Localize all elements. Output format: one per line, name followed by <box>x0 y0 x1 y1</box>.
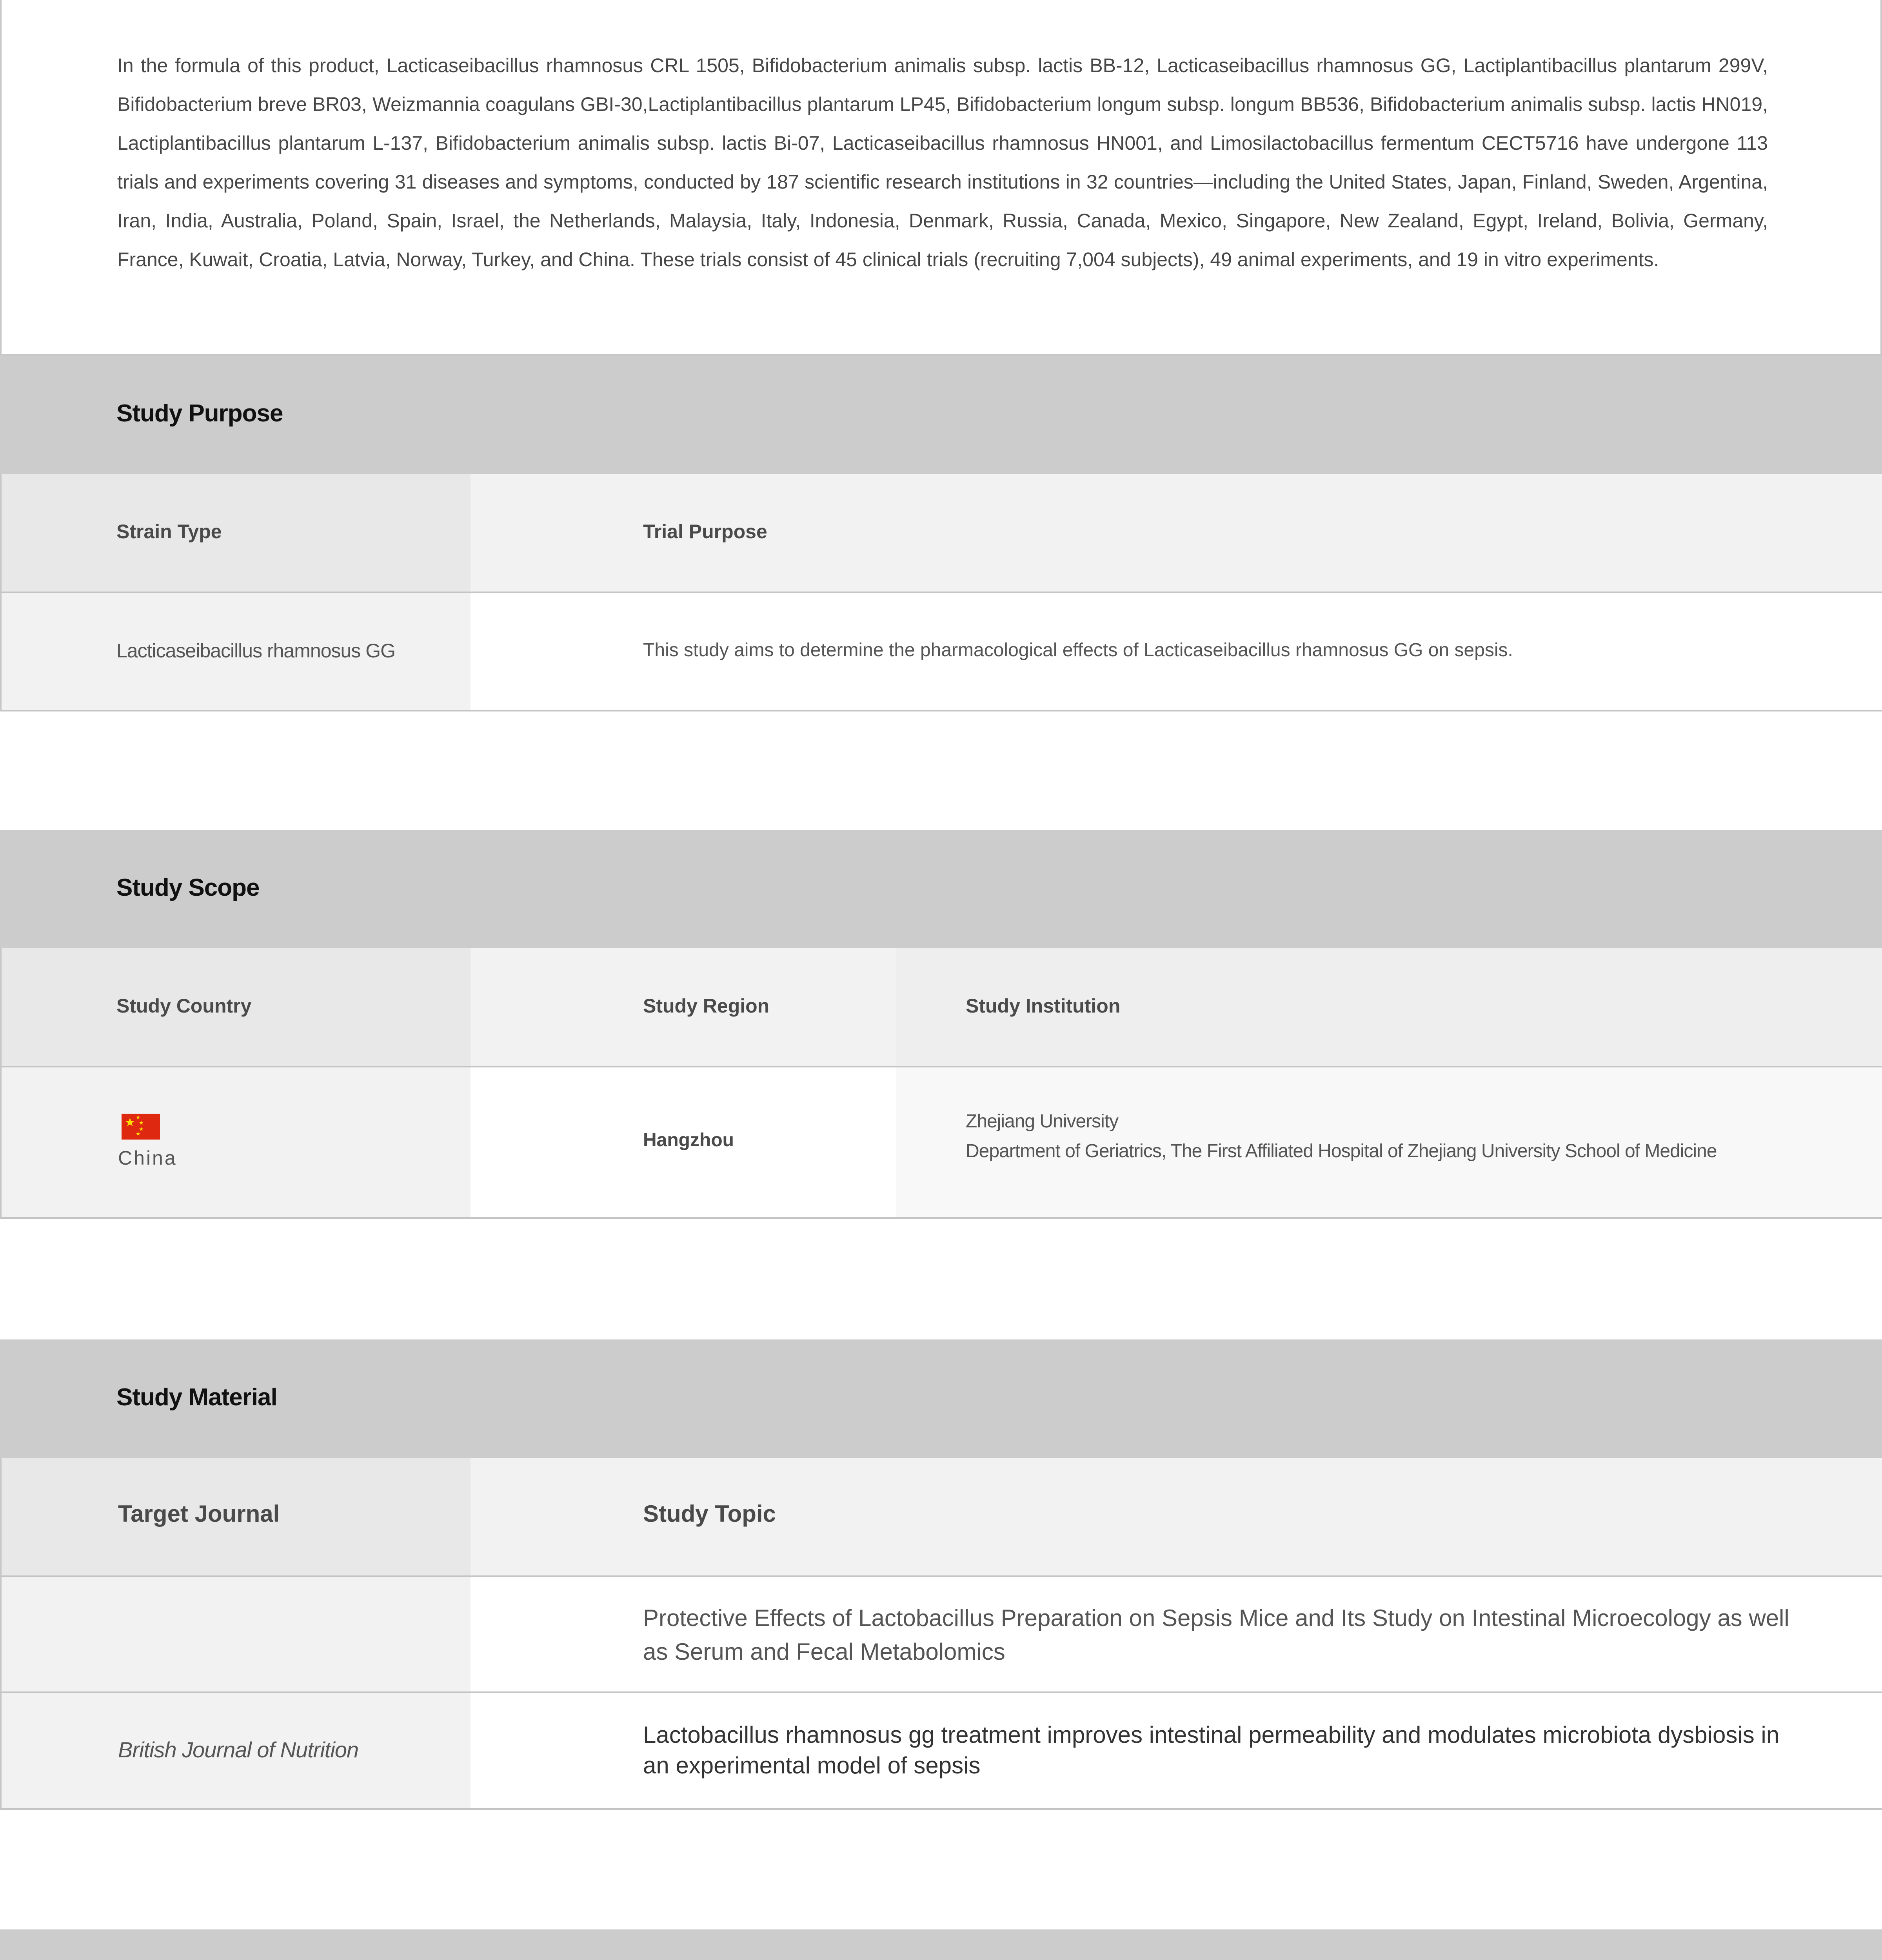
trial-purpose-text: This study aims to determine the pharmacological effects of Lacticaseibacillus rhamnosus GG on sepsis. <box>643 640 1513 661</box>
journal-name: British Journal of Nutrition <box>118 1737 359 1762</box>
region-cell <box>470 1067 896 1217</box>
flag-star-icon: ★ <box>136 1131 141 1137</box>
institution-line-1: Zhejiang University <box>966 1111 1119 1132</box>
flag-star-icon: ★ <box>139 1120 144 1126</box>
column-label: Study Topic <box>643 1501 776 1527</box>
journal-header-cell <box>2 1458 470 1575</box>
institution-header-cell <box>896 948 1882 1066</box>
journal-cell <box>2 1693 470 1808</box>
institution-cell <box>896 1067 1882 1217</box>
strain-type-header-cell <box>2 474 470 592</box>
scope-data-row <box>0 1067 1882 1219</box>
scope-header-row <box>0 948 1882 1067</box>
flag-star-icon: ★ <box>136 1114 141 1120</box>
section-title: Study Material <box>116 1384 277 1411</box>
flag-star-icon: ★ <box>125 1116 135 1129</box>
country-cell <box>2 1067 470 1217</box>
study-scope-header <box>0 830 1882 948</box>
trial-purpose-header-cell <box>470 474 1882 592</box>
material-row-1 <box>0 1577 1882 1693</box>
region-name: Hangzhou <box>643 1130 734 1151</box>
study-sample-header <box>0 1929 1882 1960</box>
trial-purpose-cell <box>470 593 1882 710</box>
section-title: Study Purpose <box>116 400 283 427</box>
journal-cell <box>2 1577 470 1691</box>
purpose-data-row <box>0 593 1882 711</box>
intro-paragraph: In the formula of this product, Lacticaseibacillus rhamnosus CRL 1505, Bifidobacterium animalis subsp. lactis BB-12, Lacticaseibacillus rhamnosus GG, Lactiplantibacillus plantarum 299V, Bifidobacterium breve BR03, Weizmannia coagulans GBI-30,Lactiplantibacillus plantarum LP45, Bifidobacterium longum subsp. longum BB536, Bifidobacterium animalis subsp. lactis HN019, Lactiplantibacillus plantarum L-137, Bifidobacterium animalis subsp. lactis Bi-07, Lacticaseibacillus rhamnosus HN001, and Limosilactobacillus fermentum CECT5716 have undergone 113 trials and experiments covering 31 diseases and symptoms, conducted by 187 scientific research institutions in 32 countries—including the United States, Japan, Finland, Sweden, Argentina, Iran, India, Australia, Poland, Spain, Israel, the Netherlands, Malaysia, Italy, Indonesia, Denmark, Russia, Canada, Mexico, Singapore, New Zealand, Egypt, Ireland, Bolivia, Germany, France, Kuwait, Croatia, Latvia, Norway, Turkey, and China. These trials consist of 45 clinical trials (recruiting 7,004 subjects), 49 animal experiments, and 19 in vitro experiments. <box>117 54 1768 270</box>
institution-line-2: Department of Geriatrics, The First Affiliated Hospital of Zhejiang University School of Medicine <box>966 1141 1717 1161</box>
column-label: Study Region <box>643 995 770 1017</box>
study-purpose-header <box>0 356 1882 474</box>
china-flag-icon <box>122 1114 160 1140</box>
column-label: Strain Type <box>116 521 222 543</box>
section-title: Study Scope <box>116 874 260 901</box>
country-header-cell <box>2 948 470 1066</box>
study-material-header <box>0 1339 1882 1458</box>
material-row-2 <box>0 1693 1882 1810</box>
topic-cell <box>470 1693 1882 1808</box>
topic-text: Lactobacillus rhamnosus gg treatment improves intestinal permeability and modulates microbiota dysbiosis in an experimental model of sepsis <box>643 1722 1780 1779</box>
topic-cell <box>470 1577 1882 1691</box>
column-label: Study Institution <box>966 995 1121 1017</box>
strain-type-cell <box>2 593 470 710</box>
purpose-header-row <box>0 474 1882 593</box>
topic-header-cell <box>470 1458 1882 1575</box>
material-header-row <box>0 1458 1882 1577</box>
intro-box <box>0 0 1882 356</box>
country-name: China <box>118 1147 177 1169</box>
column-label: Target Journal <box>118 1501 280 1527</box>
strain-name: Lacticaseibacillus rhamnosus GG <box>116 640 395 662</box>
flag-star-icon: ★ <box>139 1126 144 1132</box>
column-label: Trial Purpose <box>643 521 767 543</box>
topic-text: Protective Effects of Lactobacillus Preparation on Sepsis Mice and Its Study on Intestinal Microecology as well as Serum and Fecal Metabolomics <box>643 1605 1789 1665</box>
column-label: Study Country <box>116 995 252 1017</box>
region-header-cell <box>470 948 896 1066</box>
